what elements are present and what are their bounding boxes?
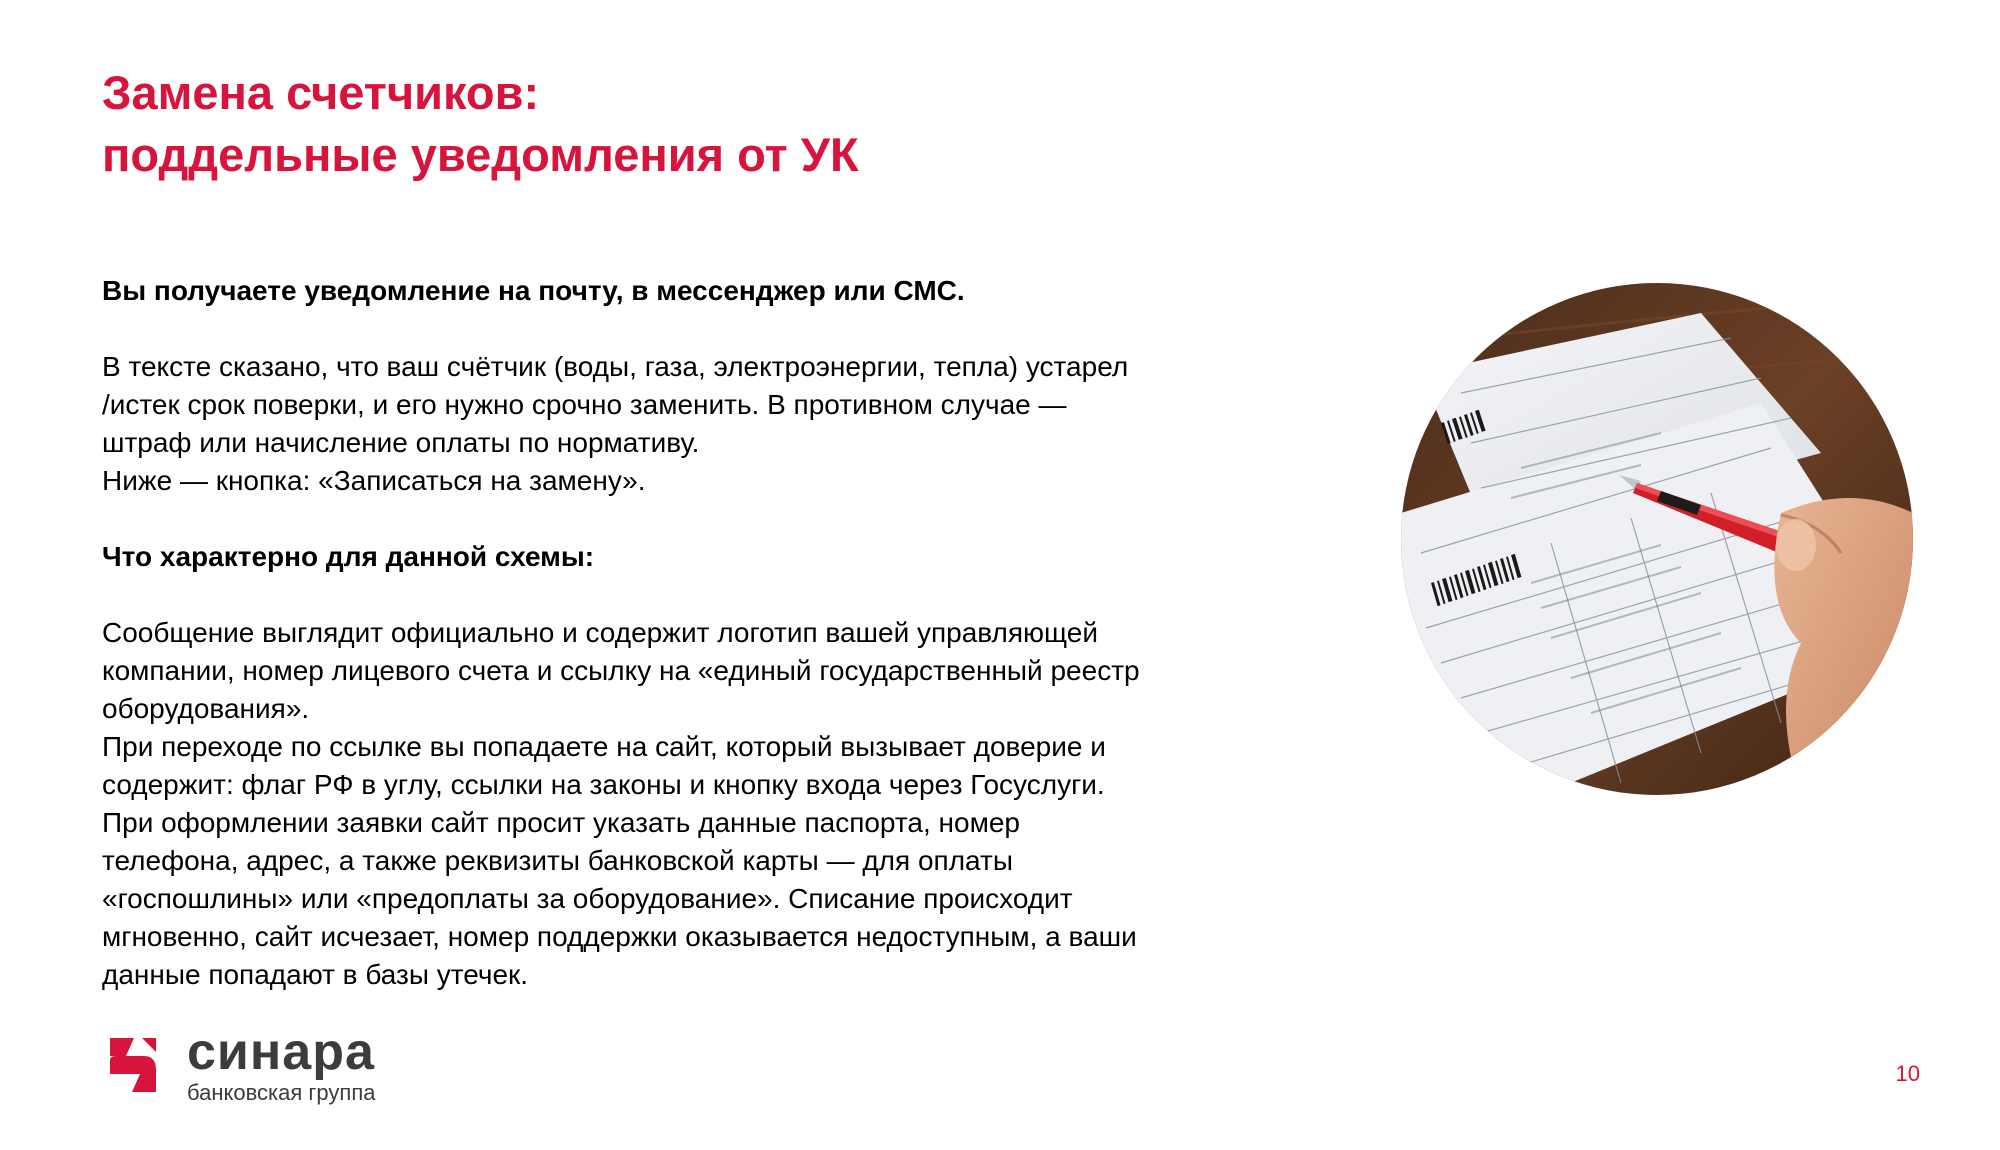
body-line: «госпошлины» или «предоплаты за оборудование». Списание происходит [102, 883, 1073, 914]
spacer [102, 310, 1342, 348]
logo-subtitle: банковская группа [187, 1080, 376, 1105]
body-line: При переходе по ссылке вы попадаете на сайт, который вызывает доверие и [102, 731, 1106, 762]
body-line: телефона, адрес, а также реквизиты банковской карты — для оплаты [102, 845, 1013, 876]
body-line: штраф или начисление оплаты по нормативу. [102, 427, 700, 458]
section-heading: Что характерно для данной схемы: [102, 541, 595, 572]
sinara-logo-icon [104, 1036, 162, 1094]
title-line-1: Замена счетчиков: [102, 66, 540, 119]
intro-statement: Вы получаете уведомление на почту, в мессенджер или СМС. [102, 275, 965, 306]
utility-bill-photo [1401, 283, 1913, 795]
body-line: содержит: флаг РФ в углу, ссылки на законы и кнопку входа через Госуслуги. [102, 769, 1105, 800]
body-line: /истек срок поверки, и его нужно срочно заменить. В противном случае — [102, 389, 1067, 420]
sinara-logo [104, 1023, 424, 1105]
body-line: При оформлении заявки сайт просит указать данные паспорта, номер [102, 807, 1020, 838]
body-line: Сообщение выглядит официально и содержит логотип вашей управляющей [102, 617, 1098, 648]
spacer [102, 576, 1342, 614]
body-line: Ниже — кнопка: «Записаться на замену». [102, 465, 646, 496]
body-line: оборудования». [102, 693, 310, 724]
page-number: 10 [1895, 1061, 1920, 1086]
spacer [102, 500, 1342, 538]
slide-title [102, 62, 859, 186]
logo-wordmark: синара [187, 1023, 375, 1081]
title-line-2: поддельные уведомления от УК [102, 128, 859, 181]
slide-body [102, 272, 1342, 994]
body-line: данные попадают в базы утечек. [102, 959, 529, 990]
body-line: мгновенно, сайт исчезает, номер поддержки оказывается недоступным, а ваши [102, 921, 1137, 952]
body-line: В тексте сказано, что ваш счётчик (воды, газа, электроэнергии, тепла) устарел [102, 351, 1129, 382]
body-line: компании, номер лицевого счета и ссылку на «единый государственный реестр [102, 655, 1140, 686]
